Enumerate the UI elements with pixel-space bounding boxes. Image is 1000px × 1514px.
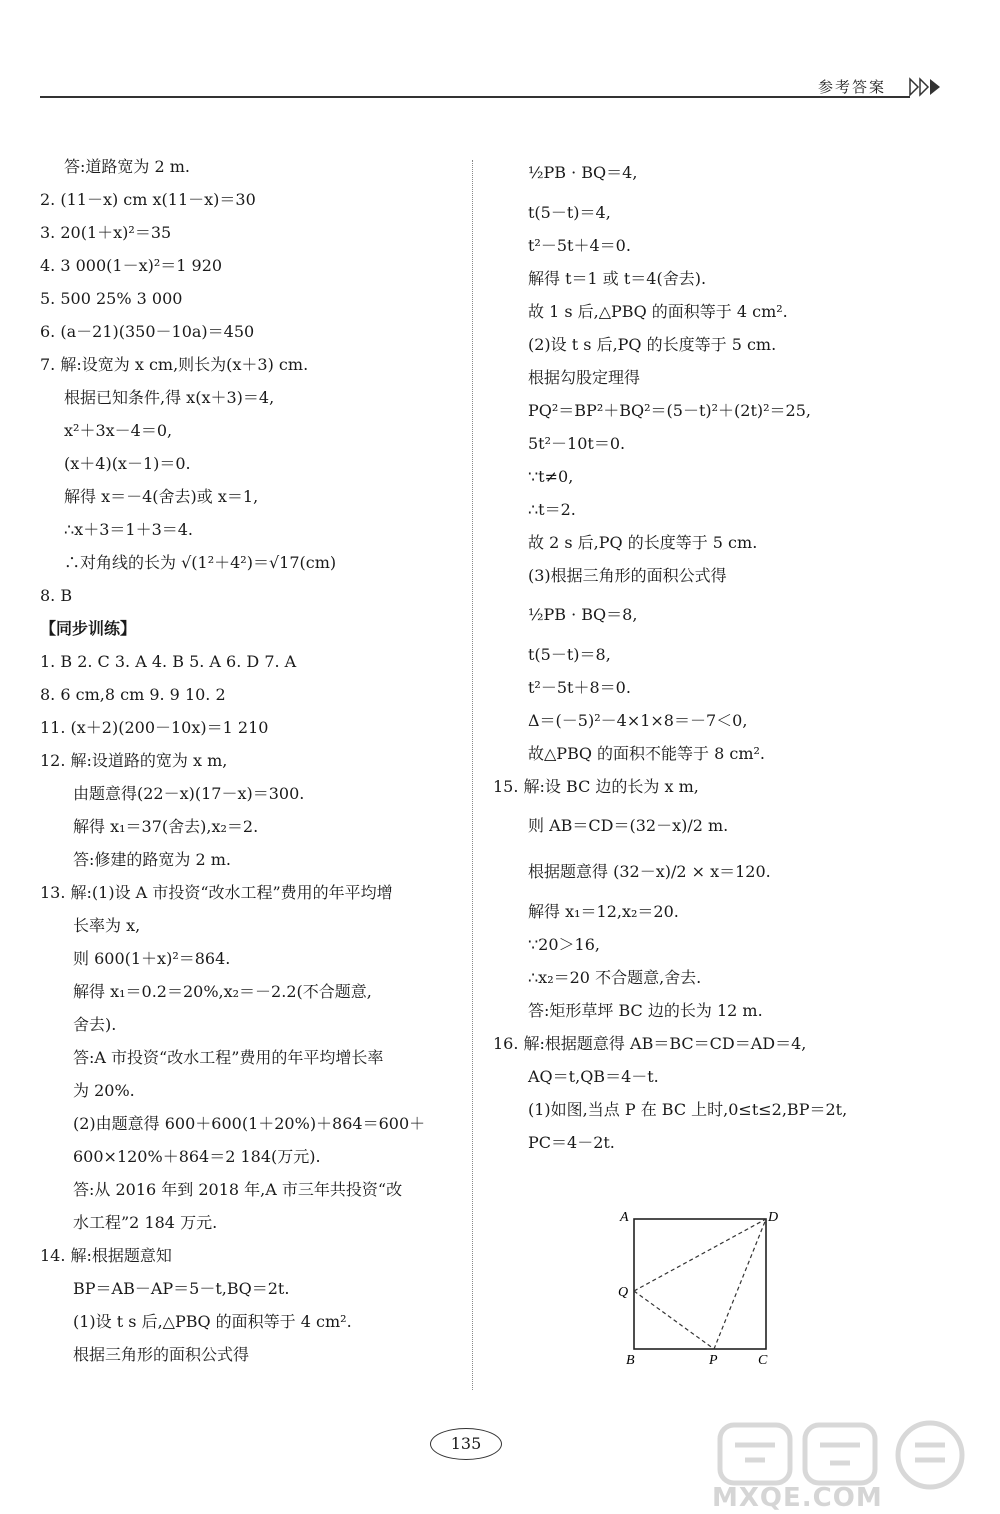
header-arrows-icon <box>908 76 946 102</box>
answer-line: 4. 3 000(1－x)²＝1 920 <box>40 256 223 275</box>
answer-line: 600×120%＋864＝2 184(万元). <box>73 1147 321 1166</box>
answer-line: AQ＝t,QB＝4－t. <box>528 1067 659 1086</box>
answer-line: 5t²－10t＝0. <box>528 434 626 453</box>
answer-line: 则 AB＝CD＝(32－x)/2 m. <box>528 816 729 835</box>
answer-line: 14. 解:根据题意知 <box>40 1246 172 1265</box>
answer-line: 3. 20(1＋x)²＝35 <box>40 223 172 242</box>
segment-pd <box>714 1219 766 1349</box>
segment-qd <box>634 1219 766 1291</box>
answer-line: 16. 解:根据题意得 AB＝BC＝CD＝AD＝4, <box>493 1034 807 1053</box>
answer-line: 答:修建的路宽为 2 m. <box>73 850 232 869</box>
label-a: A <box>620 1210 629 1225</box>
answer-line: 长率为 x, <box>73 916 141 935</box>
answer-line: ½PB · BQ＝8, <box>528 605 638 624</box>
answer-line: 5. 500 25% 3 000 <box>40 289 183 308</box>
answer-line: t²－5t＋4＝0. <box>528 236 631 255</box>
answer-line: 1. B 2. C 3. A 4. B 5. A 6. D 7. A <box>40 652 297 671</box>
label-p: P <box>709 1353 718 1365</box>
answer-line: 答:从 2016 年到 2018 年,A 市三年共投资“改 <box>73 1180 403 1199</box>
answer-line: 答:矩形草坪 BC 边的长为 12 m. <box>528 1001 763 1020</box>
answer-line: 解得 t＝1 或 t＝4(舍去). <box>528 269 707 288</box>
label-d: D <box>768 1210 779 1225</box>
answer-line: 答:道路宽为 2 m. <box>64 157 191 176</box>
left-column <box>40 150 460 1371</box>
answer-line: 根据勾股定理得 <box>528 368 641 387</box>
answer-line: ∴t＝2. <box>528 500 576 519</box>
answer-line: 解得 x＝－4(舍去)或 x＝1, <box>64 487 259 506</box>
answer-line: 8. 6 cm,8 cm 9. 9 10. 2 <box>40 685 226 704</box>
answer-line: t²－5t＋8＝0. <box>528 678 631 697</box>
answer-line: 故△PBQ 的面积不能等于 8 cm². <box>528 744 766 763</box>
answer-line: (3)根据三角形的面积公式得 <box>528 566 727 585</box>
answer-line: 6. (a－21)(350－10a)＝450 <box>40 322 255 341</box>
answer-line: 解得 x₁＝12,x₂＝20. <box>528 902 679 921</box>
answer-line: t(5－t)＝8, <box>528 645 611 664</box>
column-divider <box>472 160 473 1390</box>
answer-line: PQ²＝BP²＋BQ²＝(5－t)²＋(2t)²＝25, <box>528 401 811 420</box>
header-title: 参考答案 <box>818 78 887 96</box>
answer-line: BP＝AB－AP＝5－t,BQ＝2t. <box>73 1279 290 1298</box>
answer-line: t(5－t)＝4, <box>528 203 611 222</box>
square-figure <box>612 1205 802 1369</box>
answer-line: 解得 x₁＝37(舍去),x₂＝2. <box>73 817 259 836</box>
answer-line: ½PB · BQ＝4, <box>528 163 638 182</box>
answer-line: x²＋3x－4＝0, <box>64 421 173 440</box>
answer-line: ∴x＋3＝1＋3＝4. <box>64 520 194 539</box>
label-q: Q <box>618 1285 629 1300</box>
header-rule <box>40 96 910 98</box>
answer-line: 11. (x＋2)(200－10x)＝1 210 <box>40 718 269 737</box>
answer-line: 水工程”2 184 万元. <box>73 1213 218 1232</box>
answer-line: 根据题意得 (32－x)/2 × x＝120. <box>528 862 771 881</box>
answer-line: 答:A 市投资“改水工程”费用的年平均增长率 <box>73 1048 384 1067</box>
section-title: 【同步训练】 <box>40 619 137 638</box>
answer-line: (2)由题意得 600＋600(1＋20%)＋864＝600＋ <box>73 1114 426 1133</box>
answer-line: 解得 x₁＝0.2＝20%,x₂＝－2.2(不合题意, <box>73 982 372 1001</box>
answer-line: 根据三角形的面积公式得 <box>73 1345 250 1364</box>
answer-line: 舍去). <box>73 1015 117 1034</box>
answer-line: 故 2 s 后,PQ 的长度等于 5 cm. <box>528 533 758 552</box>
answer-line: ∴对角线的长为 √(1²＋4²)＝√17(cm) <box>64 553 337 572</box>
square-abcd <box>634 1219 766 1349</box>
label-c: C <box>758 1353 768 1365</box>
answer-line: PC＝4－2t. <box>528 1133 615 1152</box>
answer-line: 15. 解:设 BC 边的长为 x m, <box>493 777 699 796</box>
page-number: 135 <box>430 1428 502 1460</box>
answer-line: (2)设 t s 后,PQ 的长度等于 5 cm. <box>528 335 777 354</box>
answer-line: (1)设 t s 后,△PBQ 的面积等于 4 cm². <box>73 1312 352 1331</box>
answer-line: 8. B <box>40 586 73 605</box>
answer-line: ∵t≠0, <box>528 467 574 486</box>
answer-line: 根据已知条件,得 x(x＋3)＝4, <box>64 388 275 407</box>
watermark-url: MXQE.COM <box>712 1483 883 1513</box>
answer-line: ∵20＞16, <box>528 935 600 954</box>
right-column <box>493 150 953 1159</box>
answer-line: Δ＝(－5)²－4×1×8＝－7＜0, <box>528 711 748 730</box>
answer-line: 13. 解:(1)设 A 市投资“改水工程”费用的年平均增 <box>40 883 393 902</box>
answer-line: 故 1 s 后,△PBQ 的面积等于 4 cm². <box>528 302 788 321</box>
answer-line: (x＋4)(x－1)＝0. <box>64 454 191 473</box>
answer-line: (1)如图,当点 P 在 BC 上时,0≤t≤2,BP＝2t, <box>528 1100 848 1119</box>
answer-line: 12. 解:设道路的宽为 x m, <box>40 751 228 770</box>
answer-line: 由题意得(22－x)(17－x)＝300. <box>73 784 305 803</box>
label-b: B <box>626 1353 635 1365</box>
answer-line: 7. 解:设宽为 x cm,则长为(x＋3) cm. <box>40 355 309 374</box>
answer-line: 则 600(1＋x)²＝864. <box>73 949 231 968</box>
segment-qp <box>634 1291 714 1349</box>
answer-line: 为 20%. <box>73 1081 135 1100</box>
answer-line: 2. (11－x) cm x(11－x)＝30 <box>40 190 256 209</box>
answer-line: ∴x₂＝20 不合题意,舍去. <box>528 968 702 987</box>
